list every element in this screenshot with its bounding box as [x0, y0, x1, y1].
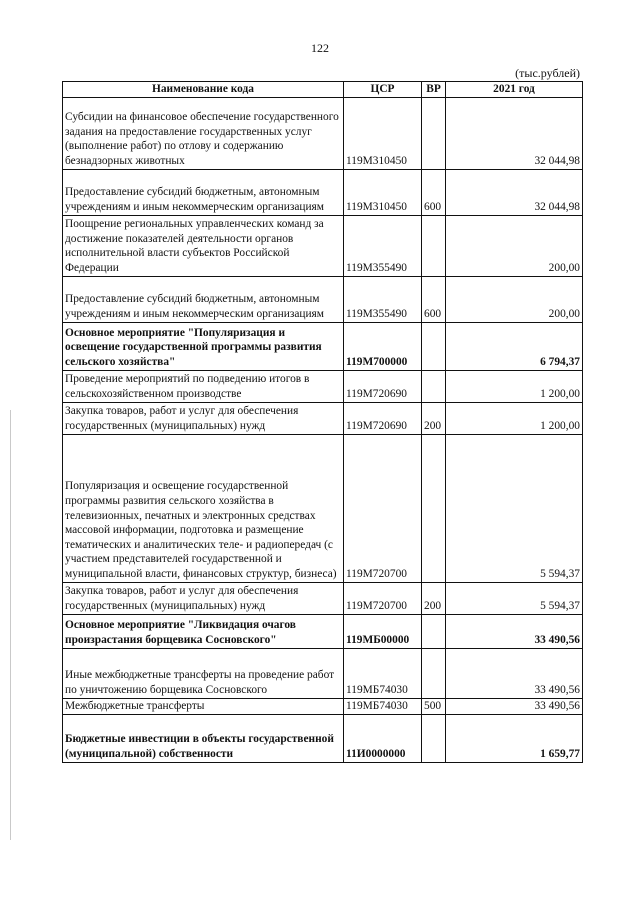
row-amount: 1 200,00 [446, 370, 583, 402]
row-csr: 119МБ00000 [344, 614, 422, 648]
row-csr: 119М700000 [344, 322, 422, 370]
header-name: Наименование кода [63, 82, 344, 98]
row-amount: 33 490,56 [446, 614, 583, 648]
row-name: Иные межбюджетные трансферты на проведение работ по уничтожению борщевика Сосновского [63, 648, 344, 698]
row-csr: 11И0000000 [344, 714, 422, 762]
budget-table [62, 81, 583, 763]
table-row [63, 276, 583, 322]
row-vr [422, 370, 446, 402]
table-row [63, 714, 583, 762]
row-amount: 200,00 [446, 215, 583, 276]
row-amount: 33 490,56 [446, 648, 583, 698]
table-row [63, 322, 583, 370]
row-name: Основное мероприятие "Популяризация и освещение государственной программы развития сельского хозяйства" [63, 322, 344, 370]
row-csr: 119М720700 [344, 434, 422, 582]
row-csr: 119МБ74030 [344, 698, 422, 714]
table-row [63, 402, 583, 434]
row-vr [422, 322, 446, 370]
page-number: 122 [311, 41, 329, 55]
row-csr: 119М720690 [344, 402, 422, 434]
row-amount: 1 200,00 [446, 402, 583, 434]
row-name: Основное мероприятие "Ликвидация очагов произрастания борщевика Сосновского" [63, 614, 344, 648]
row-name: Предоставление субсидий бюджетным, автономным учреждениям и иным некоммерческим организациям [63, 276, 344, 322]
row-name: Популяризация и освещение государственной программы развития сельского хозяйства в телевизионных, печатных и электронных средствах массовой информации, подготовка и размещение тематических и аналитических теле- и радиопередач (с участием представителей государственной и муниципальной власти, финансовых структур, бизнеса) [63, 434, 344, 582]
row-name: Бюджетные инвестиции в объекты государственной (муниципальной) собственности [63, 714, 344, 762]
row-vr [422, 714, 446, 762]
row-name: Проведение мероприятий по подведению итогов в сельскохозяйственном производстве [63, 370, 344, 402]
header-csr: ЦСР [344, 82, 422, 98]
row-name: Межбюджетные трансферты [63, 698, 344, 714]
table-row [63, 97, 583, 169]
table-row [63, 434, 583, 582]
row-vr [422, 434, 446, 582]
row-name: Субсидии на финансовое обеспечение государственного задания на предоставление государственных услуг (выполнение работ) по отлову и содержанию безнадзорных животных [63, 97, 344, 169]
row-csr: 119М355490 [344, 215, 422, 276]
row-csr: 119М310450 [344, 169, 422, 215]
row-csr: 119М310450 [344, 97, 422, 169]
row-amount: 5 594,37 [446, 434, 583, 582]
header-year: 2021 год [446, 82, 583, 98]
row-name: Поощрение региональных управленческих команд за достижение показателей деятельности органов исполнительной власти субъектов Российской Федерации [63, 215, 344, 276]
scan-margin-line [10, 410, 11, 840]
row-name: Закупка товаров, работ и услуг для обеспечения государственных (муниципальных) нужд [63, 402, 344, 434]
row-vr [422, 97, 446, 169]
row-amount: 6 794,37 [446, 322, 583, 370]
row-amount: 200,00 [446, 276, 583, 322]
header-vr: ВР [422, 82, 446, 98]
units-label: (тыс.рублей) [515, 66, 580, 80]
table-row [63, 698, 583, 714]
table-row [63, 614, 583, 648]
table-row [63, 215, 583, 276]
row-amount: 33 490,56 [446, 698, 583, 714]
row-csr: 119М720690 [344, 370, 422, 402]
table-row [63, 648, 583, 698]
row-amount: 32 044,98 [446, 169, 583, 215]
table-header-row [63, 82, 583, 98]
row-name: Предоставление субсидий бюджетным, автономным учреждениям и иным некоммерческим организациям [63, 169, 344, 215]
row-name: Закупка товаров, работ и услуг для обеспечения государственных (муниципальных) нужд [63, 582, 344, 614]
table-row [63, 582, 583, 614]
row-vr [422, 614, 446, 648]
row-vr: 200 [422, 402, 446, 434]
row-vr: 600 [422, 276, 446, 322]
row-amount: 32 044,98 [446, 97, 583, 169]
row-vr: 500 [422, 698, 446, 714]
row-vr [422, 215, 446, 276]
table-row [63, 370, 583, 402]
row-vr: 200 [422, 582, 446, 614]
row-csr: 119М355490 [344, 276, 422, 322]
row-csr: 119МБ74030 [344, 648, 422, 698]
row-amount: 1 659,77 [446, 714, 583, 762]
table-row [63, 169, 583, 215]
row-amount: 5 594,37 [446, 582, 583, 614]
row-vr [422, 648, 446, 698]
row-csr: 119М720700 [344, 582, 422, 614]
row-vr: 600 [422, 169, 446, 215]
